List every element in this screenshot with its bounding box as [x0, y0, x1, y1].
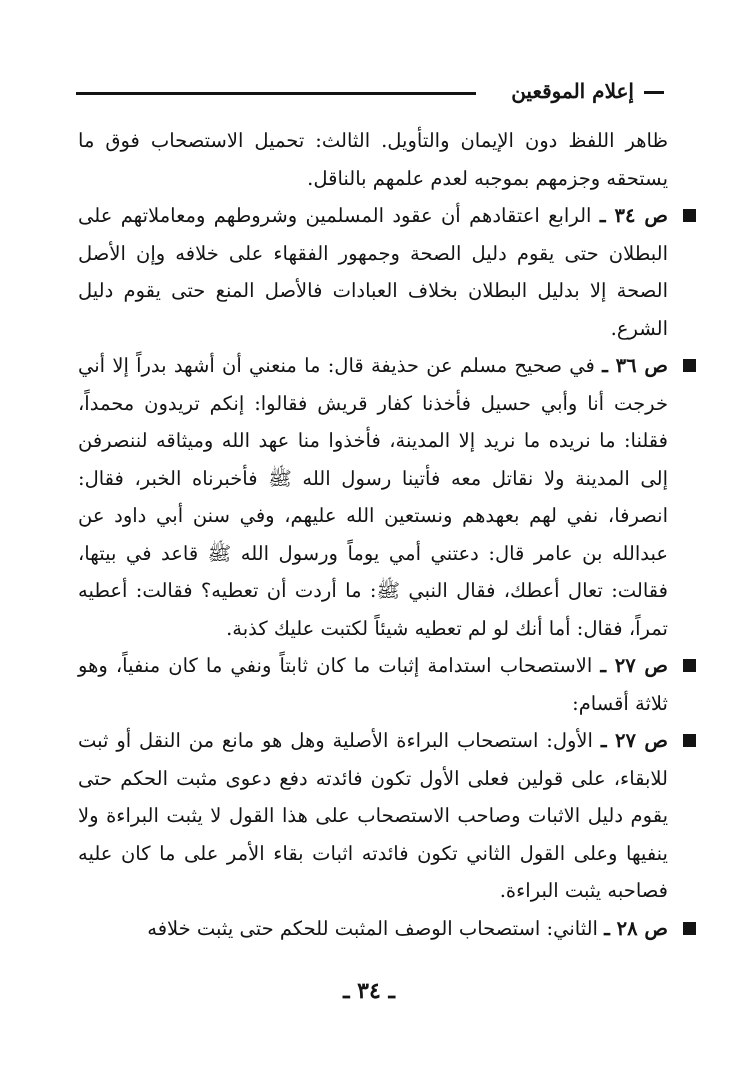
note-paragraph — [78, 347, 668, 647]
note-paragraph — [78, 722, 668, 910]
intro-paragraph: ظاهر اللفظ دون الإيمان والتأويل. الثالث: تحميل الاستصحاب فوق ما يستحقه وجزمهم بموجبه لعدم علمهم بالناقل. — [78, 129, 668, 190]
square-bullet-icon — [683, 659, 696, 672]
note-item-1 — [78, 197, 668, 347]
page-number: ـ ٣٤ ـ — [343, 978, 395, 1004]
note-paragraph — [78, 910, 668, 948]
note-text: في صحيح مسلم عن حذيفة قال: ما منعني أن أشهد بدراً إلا أني خرجت أنا وأبي حسيل فأخذنا كفار قريش فقالوا: إنكم تريدون محمداً، فقلنا: ما نريده ما نريد إلا المدينة، فأخذوا منا عهد الله وميثاقه لننصرفن إلى المدينة ولا نقاتل معه فأتينا رسول الله ﷺ فأخبرناه الخبر، فقال: انصرفا، نفي لهم بعهدهم ونستعين الله عليهم، وفي سنن أبي داود عن عبدالله بن عامر قال: دعتني أمي يوماً ورسول الله ﷺ قاعد في بيتها، فقالت: تعال أعطك، فقال النبي ﷺ: ما أردت أن تعطيه؟ فقالت: أعطيه تمراً، فقال: أما أنك لو لم تعطيه شيئاً لكتبت عليك كذبة. — [78, 354, 668, 640]
note-text: الأول: استصحاب البراءة الأصلية وهل هو مانع من النقل أو ثبت للابقاء، على قولين فعلى الأول تكون فائدته دفع دعوى مثبت الحكم حتى يقوم دليل الاثبات وصاحب الاستصحاب على هذا القول لا يثبت البراءة ولا ينفيها وعلى القول الثاني تكون فائدته اثبات بقاء الأمر على ما كان عليه فصاحبه يثبت البراءة. — [78, 729, 668, 902]
page-reference: ص ٣٦ ـ — [602, 354, 668, 377]
page-reference: ص ٢٧ ـ — [600, 729, 668, 752]
square-bullet-icon — [683, 209, 696, 222]
note-item-4 — [78, 722, 668, 910]
square-bullet-icon — [683, 922, 696, 935]
square-bullet-icon — [683, 734, 696, 747]
note-text: الاستصحاب استدامة إثبات ما كان ثابتاً ونفي ما كان منفياً، وهو ثلاثة أقسام: — [78, 654, 668, 715]
page-reference: ص ٣٤ ـ — [599, 204, 668, 227]
note-text: الرابع اعتقادهم أن عقود المسلمين وشروطهم ومعاملاتهم على البطلان حتى يقوم دليل الصحة وجمهور الفقهاء على خلافه وإن الأصل الصحة إلا بدليل البطلان بخلاف العبادات فالأصل المنع حتى يقوم دليل الشرع. — [78, 204, 668, 340]
book-title: إعلام الموقعين — [511, 79, 634, 103]
note-item-3 — [78, 647, 668, 722]
note-text: الثاني: استصحاب الوصف المثبت للحكم حتى يثبت خلافه — [147, 916, 598, 940]
header-dash — [644, 91, 664, 94]
running-header — [76, 76, 664, 106]
page-reference: ص ٢٧ ـ — [600, 654, 668, 677]
note-paragraph — [78, 647, 668, 722]
note-paragraph — [78, 197, 668, 347]
note-item-5 — [78, 910, 668, 948]
header-rule — [76, 92, 476, 95]
page-body — [78, 122, 668, 947]
page-reference: ص ٢٨ ـ — [604, 916, 668, 940]
note-item-2 — [78, 347, 668, 647]
square-bullet-icon — [683, 359, 696, 372]
